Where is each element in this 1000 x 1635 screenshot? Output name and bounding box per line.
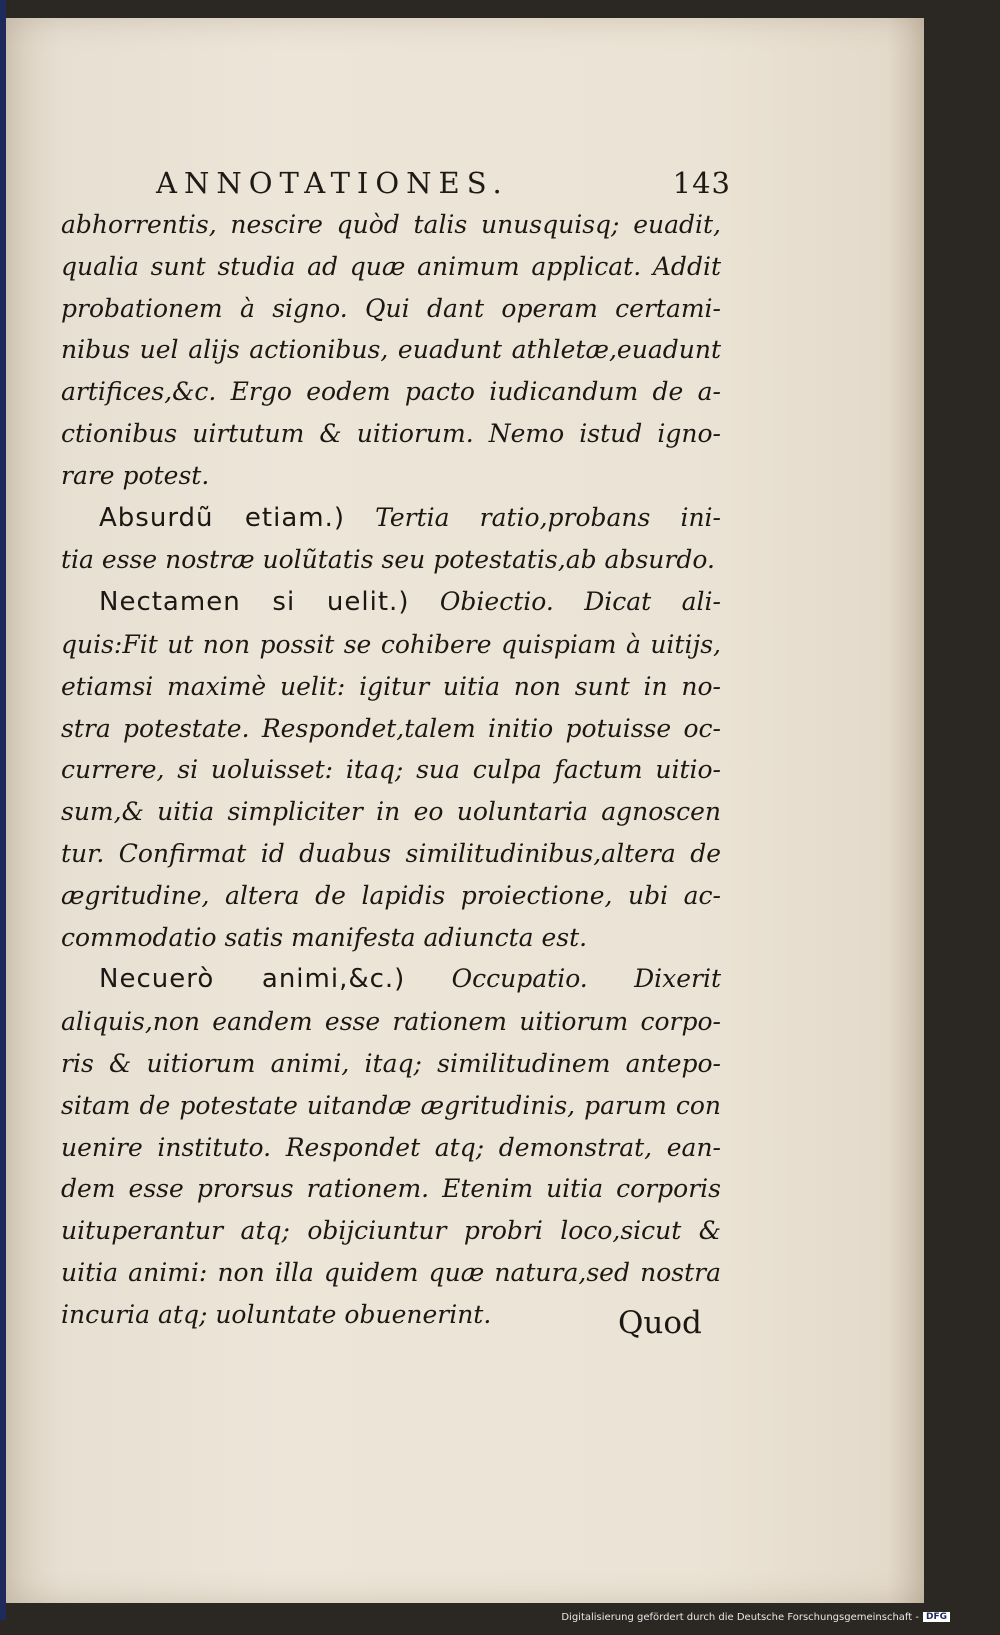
text-line: commodatio satis manifesta adiuncta est. (61, 922, 588, 952)
text-line: rare potest. (61, 460, 210, 490)
text-line: quis:Fit ut non possit se cohibere quispiam à uitijs, (61, 629, 721, 659)
page-header (156, 166, 731, 206)
text-line: incuria atq; uoluntate obuenerint. (61, 1299, 492, 1329)
page-number: 143 (672, 166, 731, 200)
text-line: ctionibus uirtutum & uitiorum. Nemo istud igno- (61, 418, 721, 448)
running-head: ANNOTATIONES. (156, 166, 509, 200)
text-line: etiamsi maximè uelit: igitur uitia non sunt in no- (61, 671, 721, 701)
text-line: nibus uel alijs actionibus, euadunt athletæ,euadunt (61, 335, 721, 365)
text-run: Tertia ratio,probans ini- (375, 502, 721, 532)
text-run: Obiectio. Dicat ali- (439, 587, 721, 617)
lemma: Nectamen si uelit.) (99, 587, 410, 618)
text-line: dem esse prorsus rationem. Etenim uitia corporis (61, 1174, 721, 1204)
text-line: sum,& uitia simpliciter in eo uoluntaria agnoscen (61, 797, 721, 827)
text-line: qualia sunt studia ad quæ animum applicat. Addit (61, 251, 721, 281)
text-line: stra potestate. Respondet,talem initio potuisse oc- (61, 713, 721, 743)
paragraph-first-line (61, 581, 721, 624)
credit-text: Digitalisierung gefördert durch die Deutsche Forschungsgemeinschaft - (561, 1612, 919, 1623)
text-line: artifices,&c. Ergo eodem pacto iudicandum de a- (61, 377, 721, 407)
text-line: uituperantur atq; obijciuntur probri loco,sicut & (61, 1216, 721, 1246)
text-line: uenire instituto. Respondet atq; demonstrat, ean- (61, 1132, 721, 1162)
text-line: uitia animi: non illa quidem quæ natura,sed nostra (61, 1257, 721, 1287)
text-line: aliquis,non eandem esse rationem uitiorum corpo- (61, 1007, 721, 1037)
text-run: Occupatio. Dixerit (451, 964, 721, 994)
text-line: sitam de potestate uitandæ ægritudinis, parum con (61, 1090, 721, 1120)
lemma: Absurdũ etiam.) (99, 502, 346, 533)
paragraph-first-line (61, 497, 721, 540)
text-line: probationem à signo. Qui dant operam certami- (61, 293, 721, 323)
dfg-logo: DFG (923, 1612, 950, 1622)
text-line: currere, si uoluisset: itaq; sua culpa factum uitio- (61, 755, 721, 785)
page-body-text (61, 204, 721, 1336)
paragraph-first-line (61, 958, 721, 1001)
text-line: tia esse nostræ uolũtatis seu potestatis,ab absurdo. (61, 545, 715, 575)
book-page (6, 18, 924, 1603)
text-line: ægritudine, altera de lapidis proiectione, ubi ac- (61, 880, 721, 910)
lemma: Necuerò animi,&c.) (99, 964, 406, 995)
catchword: Quod (618, 1305, 702, 1341)
text-line: tur. Confirmat id duabus similitudinibus,altera de (61, 838, 721, 868)
text-line: ris & uitiorum animi, itaq; similitudinem antepo- (61, 1048, 721, 1078)
digitization-credit (561, 1612, 950, 1623)
text-line: abhorrentis, nescire quòd talis unusquisq; euadit, (61, 210, 721, 239)
